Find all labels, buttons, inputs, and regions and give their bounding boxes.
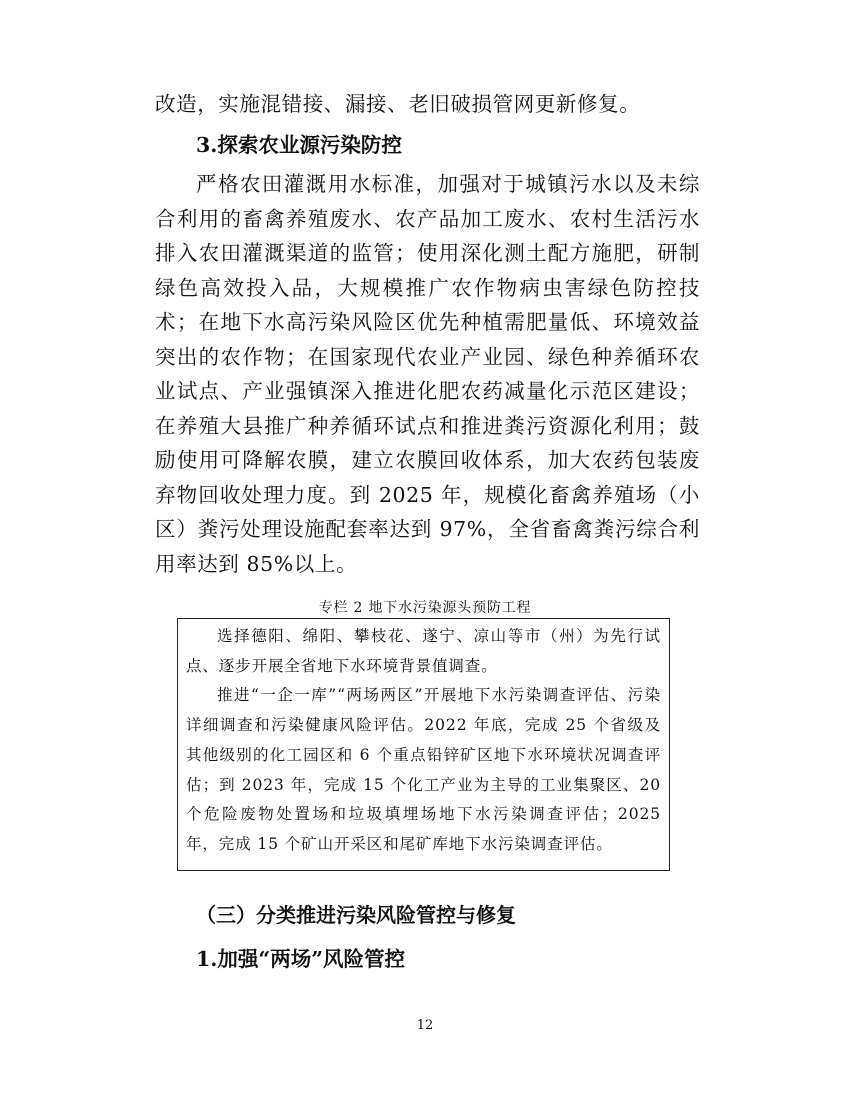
section-3-heading: 3.探索农业源污染防控 xyxy=(196,133,402,157)
section-3-paragraph: 严格农田灌溉用水标准，加强对于城镇污水以及未综合利用的畜禽养殖废水、农产品加工废水、农村生活污水排入农田灌溉渠道的监管；使用深化测土配方施肥，研制绿色高效投入品，大规模推广农作物病虫害绿色防控技术；在地下水高污染风险区优先种植需肥量低、环境效益突出的农作物；在国家现代农业产业园、绿色种养循环农业试点、产业强镇深入推进化肥农药减量化示范区建设；在养殖大县推广种养循环试点和推进粪污资源化利用；鼓励使用可降解农膜，建立农膜回收体系，加大农药包装废弃物回收处理力度。到 2025 年，规模化畜禽养殖场（小区）粪污处理设施配套率达到 97%，全省畜禽粪污综合利用率达到 85%以上。 xyxy=(155,172,700,576)
section-three-heading: （三）分类推进污染风险管控与修复 xyxy=(196,903,516,927)
box-paragraph-1: 选择德阳、绵阳、攀枝花、遂宁、凉山等市（州）为先行试点、逐步开展全省地下水环境背景值调查。 xyxy=(186,627,661,675)
continued-paragraph: 改造，实施混错接、漏接、老旧破损管网更新修复。 xyxy=(155,92,641,116)
info-box xyxy=(177,618,670,871)
box-paragraph-2: 推进“一企一库”“两场两区”开展地下水污染调查评估、污染详细调查和污染健康风险评估。2022 年底，完成 25 个省级及其他级别的化工园区和 6 个重点铅锌矿区地下水环境状况调查评估；到 2023 年，完成 15 个化工产业为主导的工业集聚区、20 个危险废物处置场和垃圾填埋场地下水污染调查评估；2025 年，完成 15 个矿山开采区和尾矿库地下水污染调查评估。 xyxy=(186,686,661,853)
subsection-1-heading: 1.加强“两场”风险管控 xyxy=(196,947,405,971)
box-title: 专栏 2 地下水污染源头预防工程 xyxy=(318,600,532,616)
page-number: 12 xyxy=(416,1018,434,1033)
